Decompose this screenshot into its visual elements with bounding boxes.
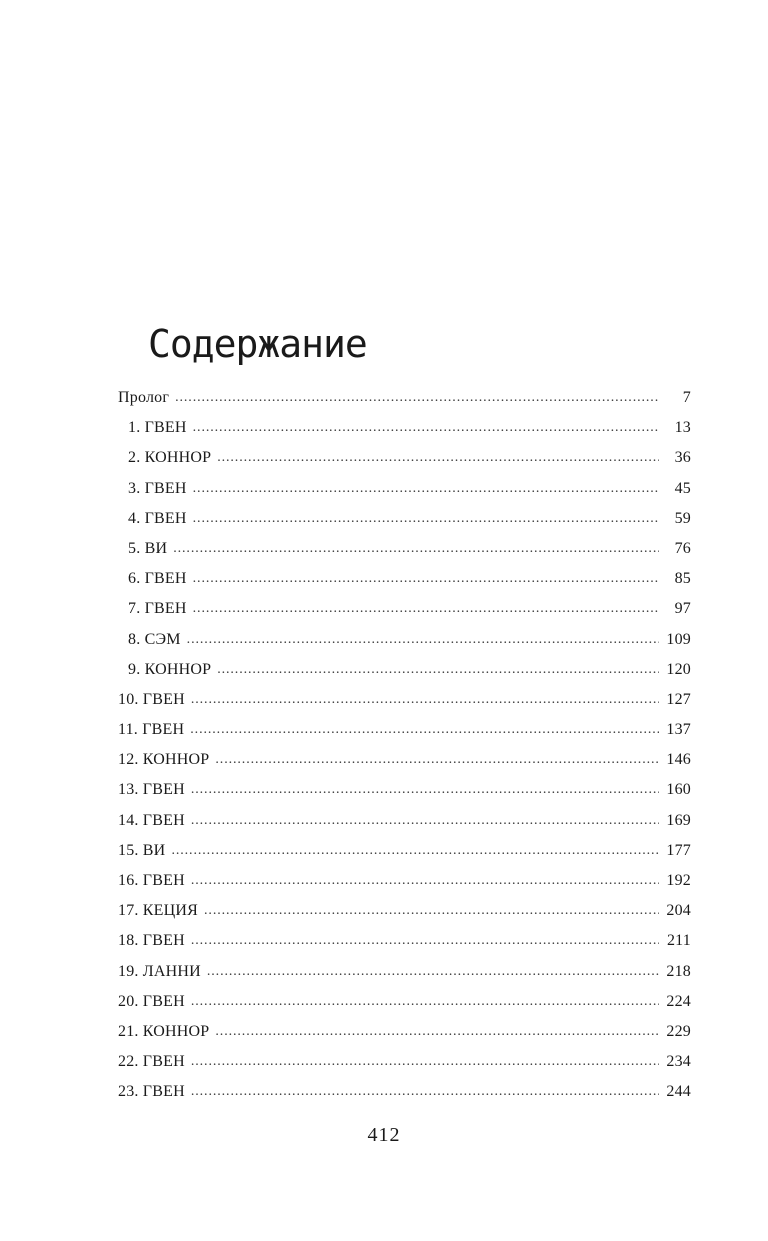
- toc-entry-title: 18. ГВЕН: [118, 932, 185, 950]
- toc-entry-page: 36: [674, 449, 691, 467]
- toc-entry-title: 5. ВИ: [128, 539, 168, 557]
- toc-entry-title: 19. ЛАННИ: [118, 962, 201, 980]
- dot-leader: [171, 836, 659, 866]
- toc-entry-title: 17. КЕЦИЯ: [118, 902, 199, 920]
- toc-entry-page: 13: [674, 419, 691, 437]
- dot-leader: [193, 413, 659, 443]
- page-title: Содержание: [148, 322, 367, 366]
- toc-entry[interactable]: [118, 625, 691, 655]
- toc-entry-title: 2. КОННОР: [128, 449, 212, 467]
- toc-entry-page: 137: [666, 721, 691, 739]
- toc-entry-page: 224: [666, 992, 691, 1010]
- toc-entry-page: 109: [666, 630, 691, 648]
- dot-leader: [193, 564, 659, 594]
- toc-entry[interactable]: [118, 685, 691, 715]
- toc-entry[interactable]: [118, 594, 691, 624]
- toc-entry-title: 16. ГВЕН: [118, 872, 185, 889]
- toc-entry[interactable]: [118, 1077, 691, 1107]
- toc-entry[interactable]: [118, 745, 691, 775]
- dot-leader: [204, 896, 659, 926]
- toc-entry-page: 85: [674, 570, 691, 588]
- toc-entry-title: 7. ГВЕН: [128, 600, 187, 618]
- dot-leader: [217, 655, 659, 685]
- dot-leader: [191, 866, 659, 896]
- toc-entry-title: 11. ГВЕН: [118, 721, 185, 739]
- toc-entry-title: 15. ВИ: [118, 841, 166, 859]
- toc-entry[interactable]: [118, 1047, 691, 1077]
- toc-entry-title: 4. ГВЕН: [128, 509, 187, 527]
- toc-entry-page: 76: [674, 539, 691, 557]
- table-of-contents: [118, 383, 691, 1108]
- toc-entry[interactable]: [118, 866, 691, 896]
- toc-entry[interactable]: [118, 926, 691, 956]
- toc-entry-page: 97: [674, 600, 691, 618]
- toc-entry-title: 9. КОННОР: [128, 660, 212, 678]
- toc-entry-page: 192: [666, 872, 691, 889]
- toc-entry-page: 169: [666, 811, 691, 829]
- toc-entry[interactable]: [118, 564, 691, 594]
- dot-leader: [207, 957, 659, 987]
- dot-leader: [191, 987, 659, 1017]
- toc-entry-page: 204: [666, 902, 691, 920]
- toc-entry-page: 244: [666, 1083, 691, 1101]
- toc-entry-page: 177: [666, 841, 691, 859]
- toc-entry-page: 45: [674, 479, 691, 497]
- dot-leader: [175, 383, 659, 413]
- toc-entry-page: 7: [682, 389, 691, 406]
- toc-entry-title: 13. ГВЕН: [118, 781, 185, 799]
- toc-entry-title: 22. ГВЕН: [118, 1053, 185, 1071]
- toc-entry-title: 23. ГВЕН: [118, 1083, 185, 1101]
- dot-leader: [191, 806, 659, 836]
- dot-leader: [191, 685, 659, 715]
- dot-leader: [191, 1047, 659, 1077]
- toc-entry-title: 21. КОННОР: [118, 1022, 210, 1040]
- toc-entry[interactable]: [118, 987, 691, 1017]
- toc-entry[interactable]: [118, 443, 691, 473]
- toc-entry[interactable]: [118, 836, 691, 866]
- page-number: 412: [367, 1124, 401, 1146]
- toc-entry-title: 12. КОННОР: [118, 751, 210, 769]
- toc-entry-page: 160: [666, 781, 691, 799]
- dot-leader: [215, 1017, 659, 1047]
- toc-entry[interactable]: [118, 504, 691, 534]
- dot-leader: [190, 715, 659, 745]
- toc-entry-page: 211: [666, 932, 691, 950]
- toc-entry-title: 20. ГВЕН: [118, 992, 185, 1010]
- toc-entry-title: 3. ГВЕН: [128, 479, 187, 497]
- dot-leader: [193, 504, 659, 534]
- toc-entry-title: Пролог: [118, 389, 170, 406]
- toc-entry-page: 229: [666, 1022, 691, 1040]
- toc-entry-title: 10. ГВЕН: [118, 690, 185, 708]
- dot-leader: [187, 625, 659, 655]
- toc-entry-page: 146: [666, 751, 691, 769]
- toc-entry-page: 234: [666, 1053, 691, 1071]
- dot-leader: [173, 534, 659, 564]
- dot-leader: [215, 745, 659, 775]
- dot-leader: [217, 443, 659, 473]
- toc-entry-page: 218: [666, 962, 691, 980]
- toc-entry-title: 14. ГВЕН: [118, 811, 185, 829]
- toc-entry[interactable]: [118, 1017, 691, 1047]
- dot-leader: [191, 775, 659, 805]
- toc-entry[interactable]: [118, 775, 691, 805]
- toc-entry[interactable]: [118, 383, 691, 413]
- toc-entry[interactable]: [118, 957, 691, 987]
- toc-entry-page: 59: [674, 509, 691, 527]
- toc-entry[interactable]: [118, 806, 691, 836]
- toc-entry[interactable]: [118, 655, 691, 685]
- dot-leader: [193, 594, 659, 624]
- dot-leader: [191, 926, 659, 956]
- dot-leader: [191, 1077, 659, 1107]
- toc-entry[interactable]: [118, 534, 691, 564]
- toc-entry-page: 127: [666, 690, 691, 708]
- toc-entry[interactable]: [118, 413, 691, 443]
- toc-entry[interactable]: [118, 896, 691, 926]
- toc-entry-page: 120: [666, 660, 691, 678]
- dot-leader: [193, 474, 659, 504]
- toc-entry-title: 8. СЭМ: [128, 630, 181, 648]
- toc-entry-title: 6. ГВЕН: [128, 570, 187, 588]
- toc-entry-title: 1. ГВЕН: [128, 419, 187, 437]
- toc-entry[interactable]: [118, 715, 691, 745]
- toc-entry[interactable]: [118, 474, 691, 504]
